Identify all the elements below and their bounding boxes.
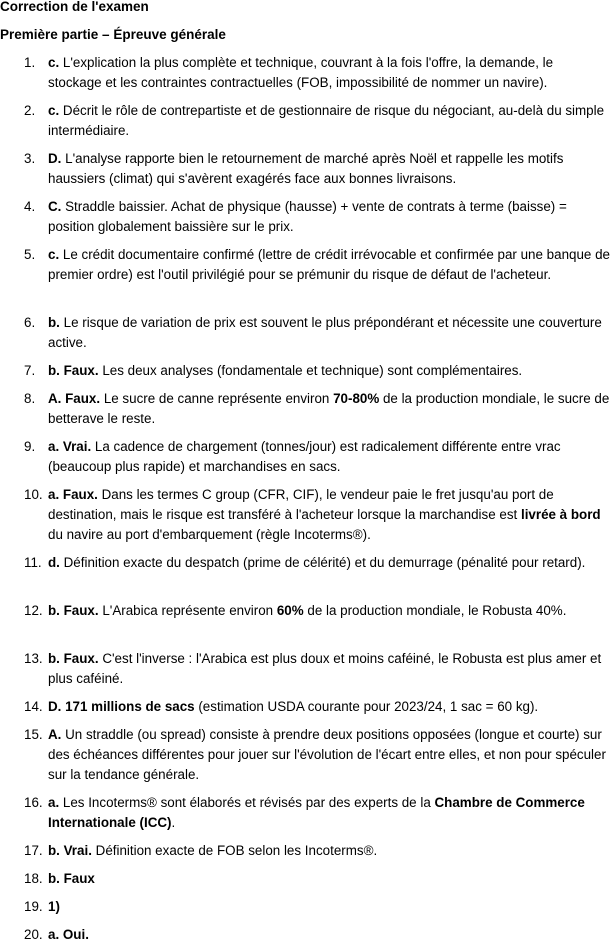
answer-item [0, 245, 610, 285]
answer-text [48, 553, 610, 573]
answer-text [48, 601, 610, 621]
answer-text [48, 841, 610, 861]
answer-number: 6. [24, 315, 36, 330]
answer-key: A. [48, 727, 62, 742]
answer-key: C. [48, 199, 62, 214]
answer-item [0, 361, 610, 381]
answer-text [48, 725, 610, 785]
answer-key: 60% [276, 603, 304, 618]
answer-text [48, 389, 610, 429]
answer-key: c. [48, 103, 60, 118]
answer-item [0, 897, 610, 917]
answer-item [0, 841, 610, 861]
answer-item [0, 697, 610, 717]
answer-explanation: Le sucre de canne représente environ [100, 391, 334, 406]
answer-text [48, 197, 610, 237]
answer-explanation: L'explication la plus complète et technique, couvrant à la fois l'offre, la demande, le stockage et les contraintes contractuelles (FOB, impossibilité de nommer un navire). [48, 55, 554, 90]
answer-text [48, 897, 610, 917]
answer-explanation: L'Arabica représente environ [98, 603, 277, 618]
section-heading: Première partie – Épreuve générale [0, 27, 226, 42]
answer-text [48, 437, 610, 477]
answer-text [48, 649, 610, 689]
answer-explanation: . [171, 815, 176, 830]
answer-number: 7. [24, 363, 36, 378]
answer-text [48, 697, 610, 717]
answer-item [0, 389, 610, 429]
answer-explanation: La cadence de chargement (tonnes/jour) est radicalement différente entre vrac (beaucoup plus rapide) et marchandises en sacs. [48, 439, 561, 474]
answer-key: b. Faux [48, 871, 95, 886]
answer-number: 18. [24, 871, 43, 886]
answer-number: 9. [24, 439, 36, 454]
answer-number: 13. [24, 651, 43, 666]
answer-explanation: de la production mondiale, le sucre de betterave le reste. [48, 391, 610, 426]
document-title: Correction de l'examen [0, 0, 149, 14]
answer-text [48, 149, 610, 189]
answer-item [0, 437, 610, 477]
answer-explanation: du navire au port d'embarquement (règle Incoterms®). [48, 527, 371, 542]
answer-key: D. 171 millions de sacs [48, 699, 195, 714]
answer-number: 10. [24, 487, 43, 502]
answer-text [48, 53, 610, 93]
answer-key: c. [48, 55, 60, 70]
answer-explanation: Le crédit documentaire confirmé (lettre de crédit irrévocable et confirmée par une banque de premier ordre) est l'outil privilégié pour se prémunir du risque de défaut de l'acheteur. [48, 247, 610, 282]
answer-text [48, 245, 610, 285]
answer-item [0, 485, 610, 545]
answer-item [0, 197, 610, 237]
answer-key: 70-80% [333, 391, 380, 406]
answer-explanation: Le risque de variation de prix est souvent le plus prépondérant et nécessite une couverture active. [48, 315, 602, 350]
answer-explanation: Les deux analyses (fondamentale et technique) sont complémentaires. [98, 363, 523, 378]
answer-explanation: Définition exacte du despatch (prime de célérité) et du demurrage (pénalité pour retard). [59, 555, 586, 570]
answer-explanation: L'analyse rapporte bien le retournement de marché après Noël et rappelle les motifs haussiers (climat) qui s'avèrent exagérés face aux bonnes livraisons. [48, 151, 564, 186]
answer-number: 1. [24, 55, 36, 70]
answer-text [48, 925, 610, 945]
answer-key: A. Faux. [48, 391, 101, 406]
answer-item [0, 793, 610, 833]
answer-key: a. Oui. [48, 927, 89, 942]
answer-item [0, 925, 610, 945]
answer-item [0, 601, 610, 621]
answer-key: a. [48, 795, 60, 810]
answer-number: 5. [24, 247, 36, 262]
answer-key: 1) [48, 899, 60, 914]
answer-number: 12. [24, 603, 43, 618]
answer-key: Chambre de Commerce Internationale (ICC) [48, 795, 585, 830]
answer-key: livrée à bord [520, 507, 601, 522]
answer-key: d. [48, 555, 60, 570]
answer-text [48, 793, 610, 833]
answer-item [0, 53, 610, 93]
answer-item [0, 869, 610, 889]
answer-item [0, 553, 610, 573]
answer-item [0, 725, 610, 785]
answer-number: 3. [24, 151, 36, 166]
answer-key: b. [48, 315, 60, 330]
answer-key: D. [48, 151, 62, 166]
answer-explanation: Définition exacte de FOB selon les Incoterms®. [91, 843, 378, 858]
answer-explanation: Les Incoterms® sont élaborés et révisés par des experts de la [59, 795, 435, 810]
answer-number: 17. [24, 843, 43, 858]
answer-explanation: Straddle baissier. Achat de physique (hausse) + vente de contrats à terme (baisse) = position globalement baissière sur le prix. [48, 199, 567, 234]
answer-text [48, 101, 610, 141]
answer-key: b. Faux. [48, 363, 99, 378]
answer-number: 15. [24, 727, 43, 742]
answer-explanation: C'est l'inverse : l'Arabica est plus doux et moins caféiné, le Robusta est plus amer et plus caféiné. [48, 651, 602, 686]
answer-text [48, 361, 610, 381]
answer-number: 19. [24, 899, 43, 914]
answer-text [48, 313, 610, 353]
answer-item [0, 149, 610, 189]
answer-item [0, 649, 610, 689]
answer-number: 4. [24, 199, 36, 214]
answer-text [48, 485, 610, 545]
answer-key: a. Vrai. [48, 439, 92, 454]
answer-explanation: Dans les termes C group (CFR, CIF), le vendeur paie le fret jusqu'au port de destination, mais le risque est transféré à l'acheteur lorsque la marchandise est [48, 487, 554, 522]
answer-number: 2. [24, 103, 36, 118]
answer-item [0, 101, 610, 141]
answer-number: 14. [24, 699, 43, 714]
answer-number: 16. [24, 795, 43, 810]
answer-item [0, 313, 610, 353]
answer-explanation: Décrit le rôle de contrepartiste et de gestionnaire de risque du négociant, au-delà du simple intermédiaire. [48, 103, 605, 138]
answer-explanation: (estimation USDA courante pour 2023/24, 1 sac = 60 kg). [194, 699, 539, 714]
answer-key: c. [48, 247, 60, 262]
answer-text [48, 869, 610, 889]
answer-key: b. Faux. [48, 603, 99, 618]
answer-key: a. Faux. [48, 487, 98, 502]
answer-explanation: de la production mondiale, le Robusta 40%. [303, 603, 567, 618]
answer-key: b. Faux. [48, 651, 99, 666]
answer-key: b. Vrai. [48, 843, 92, 858]
answer-explanation: Un straddle (ou spread) consiste à prendre deux positions opposées (longue et courte) sur des échéances différentes pour jouer sur l'évolution de l'écart entre elles, et non pour spéculer sur la tendance générale. [48, 727, 606, 782]
answer-number: 20. [24, 927, 43, 942]
answer-number: 11. [24, 555, 42, 570]
answer-number: 8. [24, 391, 36, 406]
